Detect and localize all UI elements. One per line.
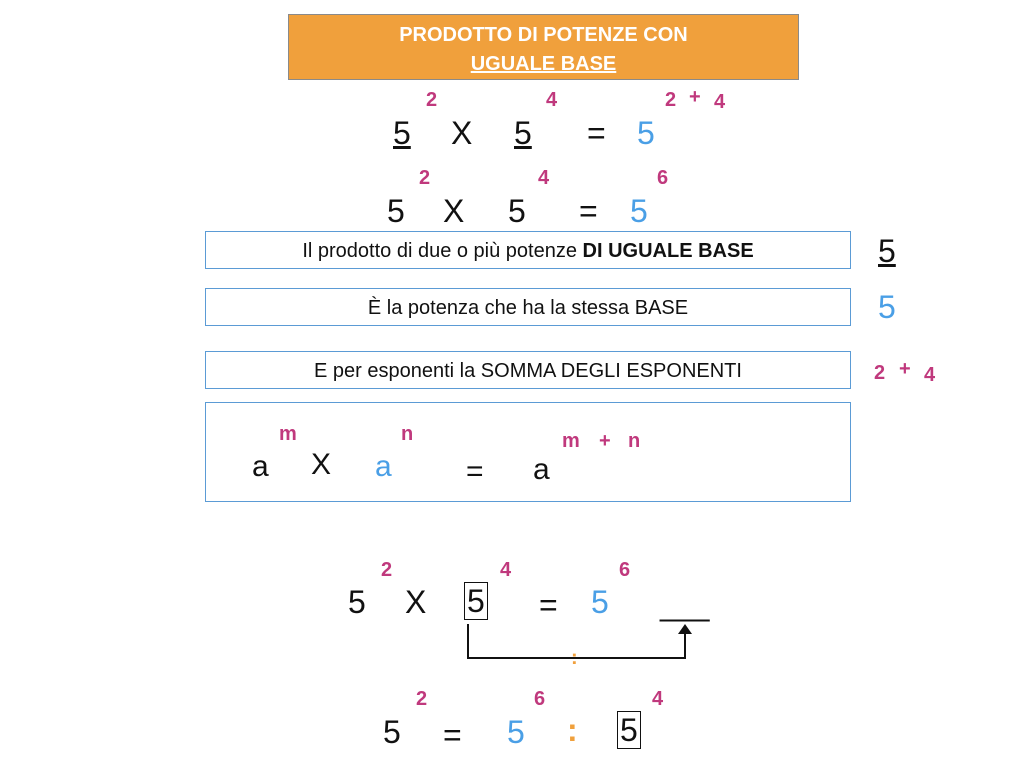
eq2-result-exp: 6 <box>657 167 669 189</box>
eq1-times: X <box>451 115 473 151</box>
eq3-equals: = <box>539 587 558 623</box>
eq3-exp-1: 2 <box>381 559 393 581</box>
eq1-base-2: 5 <box>514 115 532 151</box>
eq4-exp-3: 4 <box>652 688 664 710</box>
rule-2-text: È la potenza che ha la stessa BASE <box>367 297 689 319</box>
eq1-base-1: 5 <box>393 115 411 151</box>
connector-arrow <box>460 620 700 670</box>
eq4-exp-1: 2 <box>416 688 428 710</box>
rule-3-text: E per esponenti la SOMMA DEGLI ESPONENTI <box>314 360 742 382</box>
rule-3-side-plus: + <box>899 358 911 380</box>
formula-base-2: a <box>375 450 392 483</box>
eq3-base-1: 5 <box>348 584 366 620</box>
eq2-exp-1: 2 <box>419 167 431 189</box>
eq3-divide-sign: : <box>571 647 578 669</box>
eq4-base-3-framed: 5 <box>617 711 641 749</box>
rule-1-side-base: 5 <box>878 233 896 269</box>
eq4-base-2: 5 <box>507 714 525 750</box>
formula-equals: = <box>466 455 484 488</box>
eq2-equals: = <box>579 193 598 229</box>
eq1-result-base: 5 <box>637 115 655 151</box>
eq1-result-exp-a: 2 <box>665 89 677 111</box>
eq2-exp-2: 4 <box>538 167 550 189</box>
formula-result-exp-n: n <box>628 430 641 452</box>
eq3-base-2-framed: 5 <box>464 582 488 620</box>
eq3-exp-2: 4 <box>500 559 512 581</box>
eq1-equals: = <box>587 115 606 151</box>
formula-exp-n: n <box>401 423 414 445</box>
formula-plus: + <box>599 430 611 452</box>
eq3-blank-line: ___ <box>660 586 708 622</box>
eq2-base-1: 5 <box>387 193 405 229</box>
rule-1-text: Il prodotto di due o più potenze <box>302 240 583 262</box>
eq2-times: X <box>443 193 465 229</box>
formula-times: X <box>311 448 332 481</box>
title-line-2: UGUALE BASE <box>470 53 617 75</box>
rule-box-1 <box>205 231 851 269</box>
eq4-exp-2: 6 <box>534 688 546 710</box>
formula-result-base: a <box>533 453 550 486</box>
eq2-result-base: 5 <box>630 193 648 229</box>
eq1-result-exp-b: 4 <box>714 91 726 113</box>
eq4-equals: = <box>443 717 462 753</box>
rule-3-side-exp-a: 2 <box>874 362 886 384</box>
rule-box-2 <box>205 288 851 326</box>
rule-1-bold: DI UGUALE BASE <box>582 240 754 262</box>
rule-3-side-exp-b: 4 <box>924 364 936 386</box>
title-banner <box>288 14 799 80</box>
eq3-result-exp: 6 <box>619 559 631 581</box>
formula-base-1: a <box>252 450 269 483</box>
eq3-result-base: 5 <box>591 584 609 620</box>
eq2-base-2: 5 <box>508 193 526 229</box>
title-line-1: PRODOTTO DI POTENZE CON <box>399 24 688 46</box>
eq4-base-1: 5 <box>383 714 401 750</box>
eq4-divide-sign: : <box>567 712 578 748</box>
eq1-plus: + <box>689 86 701 108</box>
eq3-times: X <box>405 584 427 620</box>
rule-2-side-base: 5 <box>878 289 896 325</box>
formula-result-exp-m: m <box>562 430 580 452</box>
formula-box <box>205 402 851 502</box>
eq1-exp-2: 4 <box>546 89 558 111</box>
eq1-exp-1: 2 <box>426 89 438 111</box>
rule-box-3 <box>205 351 851 389</box>
formula-exp-m: m <box>279 423 297 445</box>
